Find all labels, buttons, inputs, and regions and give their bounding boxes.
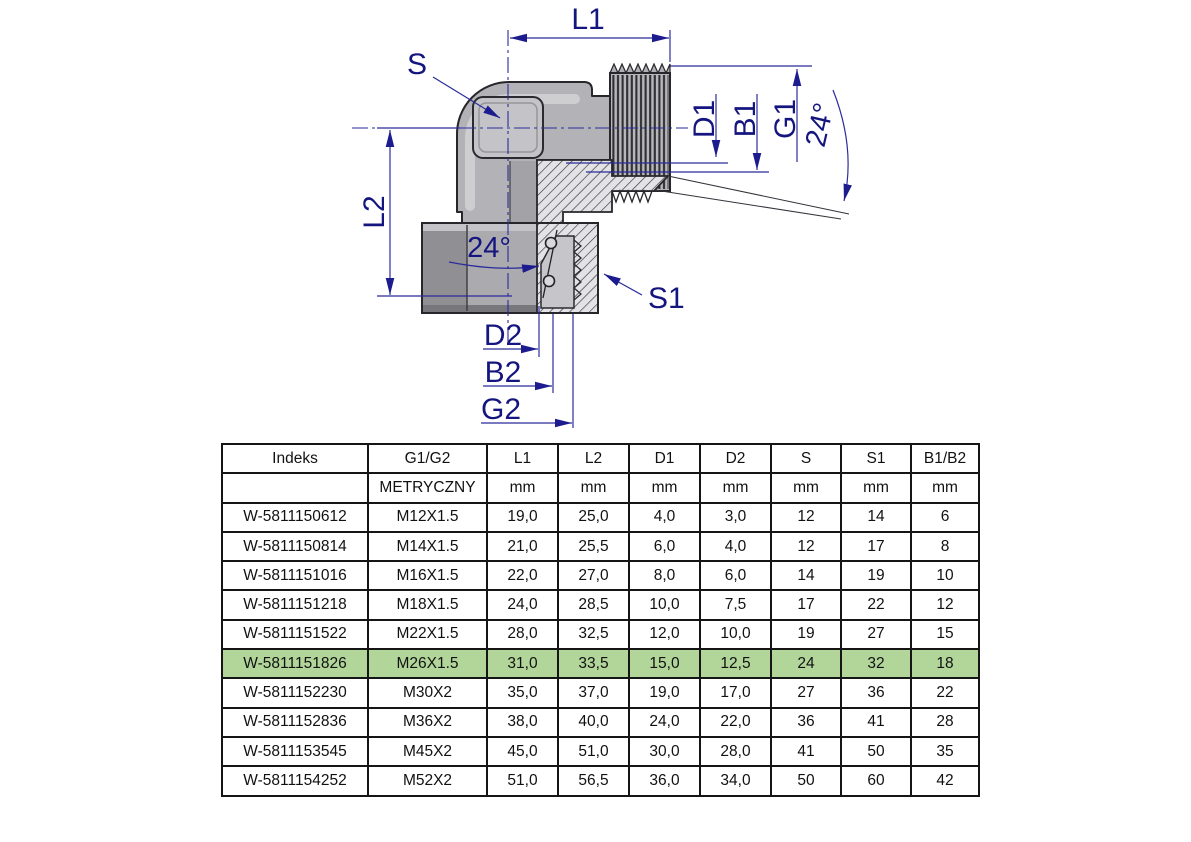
table-cell: M36X2 bbox=[368, 708, 487, 737]
table-cell: 15,0 bbox=[629, 649, 700, 678]
table-cell: 6,0 bbox=[700, 561, 771, 590]
table-cell: W-5811150814 bbox=[222, 532, 368, 561]
spec-table-wrap bbox=[221, 443, 980, 797]
label-s: S bbox=[406, 48, 428, 81]
column-header: S bbox=[771, 444, 841, 473]
unit-cell: mm bbox=[558, 473, 629, 502]
table-row bbox=[222, 708, 979, 737]
spec-table bbox=[221, 443, 980, 797]
table-cell: 41 bbox=[771, 737, 841, 766]
table-cell: 8 bbox=[911, 532, 979, 561]
table-row bbox=[222, 532, 979, 561]
table-cell: 35,0 bbox=[487, 678, 558, 707]
unit-cell: mm bbox=[700, 473, 771, 502]
table-cell: 30,0 bbox=[629, 737, 700, 766]
table-cell: 7,5 bbox=[700, 590, 771, 619]
table-cell: 24,0 bbox=[487, 590, 558, 619]
table-cell: 6,0 bbox=[629, 532, 700, 561]
table-cell: 50 bbox=[771, 766, 841, 795]
column-header: Indeks bbox=[222, 444, 368, 473]
dim-s1 bbox=[604, 274, 685, 315]
table-cell: 10,0 bbox=[700, 620, 771, 649]
dim-l1 bbox=[510, 3, 670, 62]
label-b2: B2 bbox=[484, 356, 522, 389]
table-cell: 36 bbox=[771, 708, 841, 737]
table-row bbox=[222, 737, 979, 766]
table-cell: 19,0 bbox=[629, 678, 700, 707]
table-cell: 51,0 bbox=[558, 737, 629, 766]
table-cell: W-5811151826 bbox=[222, 649, 368, 678]
table-cell: M30X2 bbox=[368, 678, 487, 707]
table-cell: 22,0 bbox=[487, 561, 558, 590]
nut-top-bevel bbox=[422, 223, 537, 231]
column-header: D1 bbox=[629, 444, 700, 473]
table-cell: 36 bbox=[841, 678, 911, 707]
nut-bottom-bevel bbox=[422, 305, 537, 313]
table-cell: 34,0 bbox=[700, 766, 771, 795]
table-cell: 10,0 bbox=[629, 590, 700, 619]
table-cell: 4,0 bbox=[700, 532, 771, 561]
label-d2: D2 bbox=[483, 319, 523, 352]
table-cell: 42 bbox=[911, 766, 979, 795]
table-row bbox=[222, 620, 979, 649]
unit-cell bbox=[222, 473, 368, 502]
column-header: D2 bbox=[700, 444, 771, 473]
cutting-ring-dot-upper bbox=[546, 238, 557, 249]
column-header: G1/G2 bbox=[368, 444, 487, 473]
unit-cell: mm bbox=[911, 473, 979, 502]
unit-cell: mm bbox=[629, 473, 700, 502]
table-cell: 15 bbox=[911, 620, 979, 649]
table-cell: 28,0 bbox=[700, 737, 771, 766]
table-cell: 41 bbox=[841, 708, 911, 737]
table-row bbox=[222, 649, 979, 678]
table-row bbox=[222, 503, 979, 532]
table-cell: 12 bbox=[771, 532, 841, 561]
table-cell: 14 bbox=[841, 503, 911, 532]
table-cell: W-5811152230 bbox=[222, 678, 368, 707]
table-cell: 19,0 bbox=[487, 503, 558, 532]
table-cell: 40,0 bbox=[558, 708, 629, 737]
table-cell: W-5811154252 bbox=[222, 766, 368, 795]
table-cell: M18X1.5 bbox=[368, 590, 487, 619]
table-cell: 24 bbox=[771, 649, 841, 678]
table-cell: 35 bbox=[911, 737, 979, 766]
cone-line-lower bbox=[655, 190, 841, 219]
thread-root-teeth bbox=[612, 191, 652, 202]
table-cell: 22 bbox=[841, 590, 911, 619]
table-cell: 25,5 bbox=[558, 532, 629, 561]
label-d1: D1 bbox=[688, 99, 721, 139]
table-cell: 24,0 bbox=[629, 708, 700, 737]
table-cell: 17,0 bbox=[700, 678, 771, 707]
table-row bbox=[222, 561, 979, 590]
nut-left-facet bbox=[422, 223, 467, 313]
table-cell: 28,0 bbox=[487, 620, 558, 649]
table-cell: 50 bbox=[841, 737, 911, 766]
label-l1: L1 bbox=[571, 3, 605, 36]
table-cell: 27,0 bbox=[558, 561, 629, 590]
dimensions bbox=[358, 3, 848, 428]
tube-shade bbox=[510, 161, 537, 222]
table-cell: 19 bbox=[771, 620, 841, 649]
table-cell: 22,0 bbox=[700, 708, 771, 737]
cutting-ring-dot-lower bbox=[544, 276, 555, 287]
table-cell: 17 bbox=[771, 590, 841, 619]
table-row bbox=[222, 766, 979, 795]
cone-line-upper bbox=[668, 176, 849, 214]
dim-angle-cone bbox=[800, 90, 848, 201]
column-header: S1 bbox=[841, 444, 911, 473]
table-cell: M26X1.5 bbox=[368, 649, 487, 678]
table-cell: W-5811151016 bbox=[222, 561, 368, 590]
table-cell: 10 bbox=[911, 561, 979, 590]
table-cell: M22X1.5 bbox=[368, 620, 487, 649]
table-cell: 33,5 bbox=[558, 649, 629, 678]
table-cell: M16X1.5 bbox=[368, 561, 487, 590]
table-cell: 51,0 bbox=[487, 766, 558, 795]
unit-cell: mm bbox=[771, 473, 841, 502]
table-cell: 28,5 bbox=[558, 590, 629, 619]
table-cell: 25,0 bbox=[558, 503, 629, 532]
column-header: L2 bbox=[558, 444, 629, 473]
table-cell: 19 bbox=[841, 561, 911, 590]
label-l2: L2 bbox=[358, 195, 391, 229]
table-cell: 12 bbox=[771, 503, 841, 532]
label-g2: G2 bbox=[480, 393, 522, 426]
table-cell: 56,5 bbox=[558, 766, 629, 795]
table-cell: 12,5 bbox=[700, 649, 771, 678]
table-cell: 12,0 bbox=[629, 620, 700, 649]
table-cell: W-5811153545 bbox=[222, 737, 368, 766]
table-cell: 32 bbox=[841, 649, 911, 678]
column-header: B1/B2 bbox=[911, 444, 979, 473]
table-cell: 28 bbox=[911, 708, 979, 737]
label-s1: S1 bbox=[648, 282, 685, 315]
table-cell: 18 bbox=[911, 649, 979, 678]
table-cell: M14X1.5 bbox=[368, 532, 487, 561]
table-cell: 3,0 bbox=[700, 503, 771, 532]
table-cell: 32,5 bbox=[558, 620, 629, 649]
table-header-row bbox=[222, 444, 979, 473]
label-b1: B1 bbox=[729, 100, 762, 138]
label-angle-cone: 24° bbox=[799, 100, 841, 150]
table-cell: 14 bbox=[771, 561, 841, 590]
table-cell: 37,0 bbox=[558, 678, 629, 707]
table-cell: 22 bbox=[911, 678, 979, 707]
table-cell: 36,0 bbox=[629, 766, 700, 795]
table-cell: 45,0 bbox=[487, 737, 558, 766]
unit-cell: METRYCZNY bbox=[368, 473, 487, 502]
table-units-row bbox=[222, 473, 979, 502]
table-cell: W-5811151218 bbox=[222, 590, 368, 619]
table-cell: W-5811150612 bbox=[222, 503, 368, 532]
table-cell: W-5811152836 bbox=[222, 708, 368, 737]
table-cell: 27 bbox=[841, 620, 911, 649]
column-header: L1 bbox=[487, 444, 558, 473]
table-cell: 12 bbox=[911, 590, 979, 619]
table-cell: W-5811151522 bbox=[222, 620, 368, 649]
thread-crest-teeth bbox=[610, 64, 670, 73]
label-angle-nut: 24° bbox=[467, 232, 511, 264]
spec-table-body bbox=[222, 444, 979, 796]
table-cell: M45X2 bbox=[368, 737, 487, 766]
table-cell: 6 bbox=[911, 503, 979, 532]
table-cell: 31,0 bbox=[487, 649, 558, 678]
label-g1: G1 bbox=[769, 98, 802, 140]
table-row bbox=[222, 590, 979, 619]
table-cell: 17 bbox=[841, 532, 911, 561]
table-cell: 4,0 bbox=[629, 503, 700, 532]
table-cell: 21,0 bbox=[487, 532, 558, 561]
unit-cell: mm bbox=[841, 473, 911, 502]
table-cell: 27 bbox=[771, 678, 841, 707]
table-cell: 38,0 bbox=[487, 708, 558, 737]
table-row bbox=[222, 678, 979, 707]
table-cell: 60 bbox=[841, 766, 911, 795]
table-cell: M52X2 bbox=[368, 766, 487, 795]
table-cell: M12X1.5 bbox=[368, 503, 487, 532]
unit-cell: mm bbox=[487, 473, 558, 502]
table-cell: 8,0 bbox=[629, 561, 700, 590]
